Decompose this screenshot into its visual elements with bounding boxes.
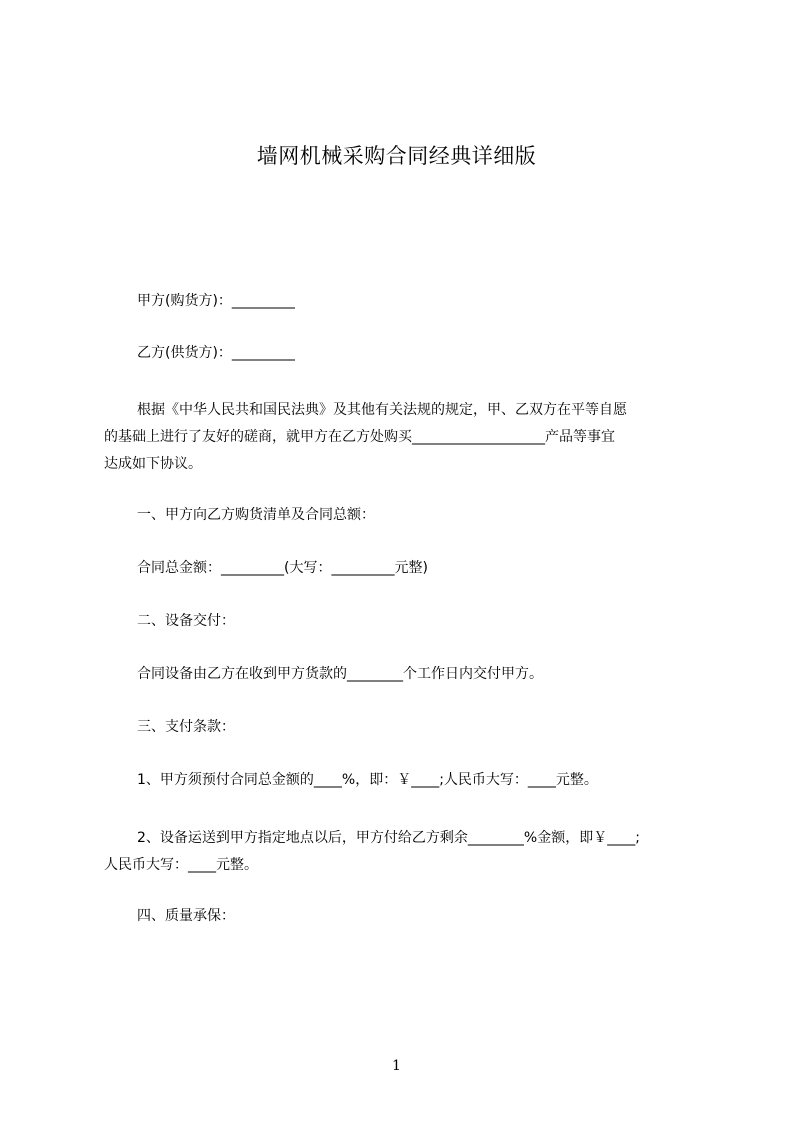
payment-2-line-1: 2、设备运送到甲方指定地点以后，甲方付给乙方剩余________%金额，即￥____; [137,830,640,846]
party-a-line: 甲方(购货方)：_________ [137,293,295,309]
preamble-line-2: 的基础上进行了友好的磋商，就甲方在乙方处购买___________________产品等事宜 [104,429,615,445]
preamble-line-1: 根据《中华人民共和国民法典》及其他有关法规的规定，甲、乙双方在平等自愿 [137,402,627,418]
section-3-heading: 三、支付条款： [137,719,235,735]
section-4-heading: 四、质量承保： [137,908,235,924]
section-1-heading: 一、甲方向乙方购货清单及合同总额： [137,507,375,523]
section-2-heading: 二、设备交付： [137,613,235,629]
document-title: 墙网机械采购合同经典详细版 [256,144,537,168]
delivery-line: 合同设备由乙方在收到甲方货款的________个工作日内交付甲方。 [137,666,543,682]
party-b-line: 乙方(供货方)：_________ [137,345,295,361]
payment-1-line: 1、甲方须预付合同总金额的____%，即：￥____;人民币大写：____元整。 [137,772,598,788]
page-number: 1 [392,1058,401,1074]
payment-2-line-2: 人民币大写：____元整。 [104,857,258,873]
total-amount-line: 合同总金额：_________(大写：_________元整) [137,560,428,576]
preamble-line-3: 达成如下协议。 [104,456,202,472]
